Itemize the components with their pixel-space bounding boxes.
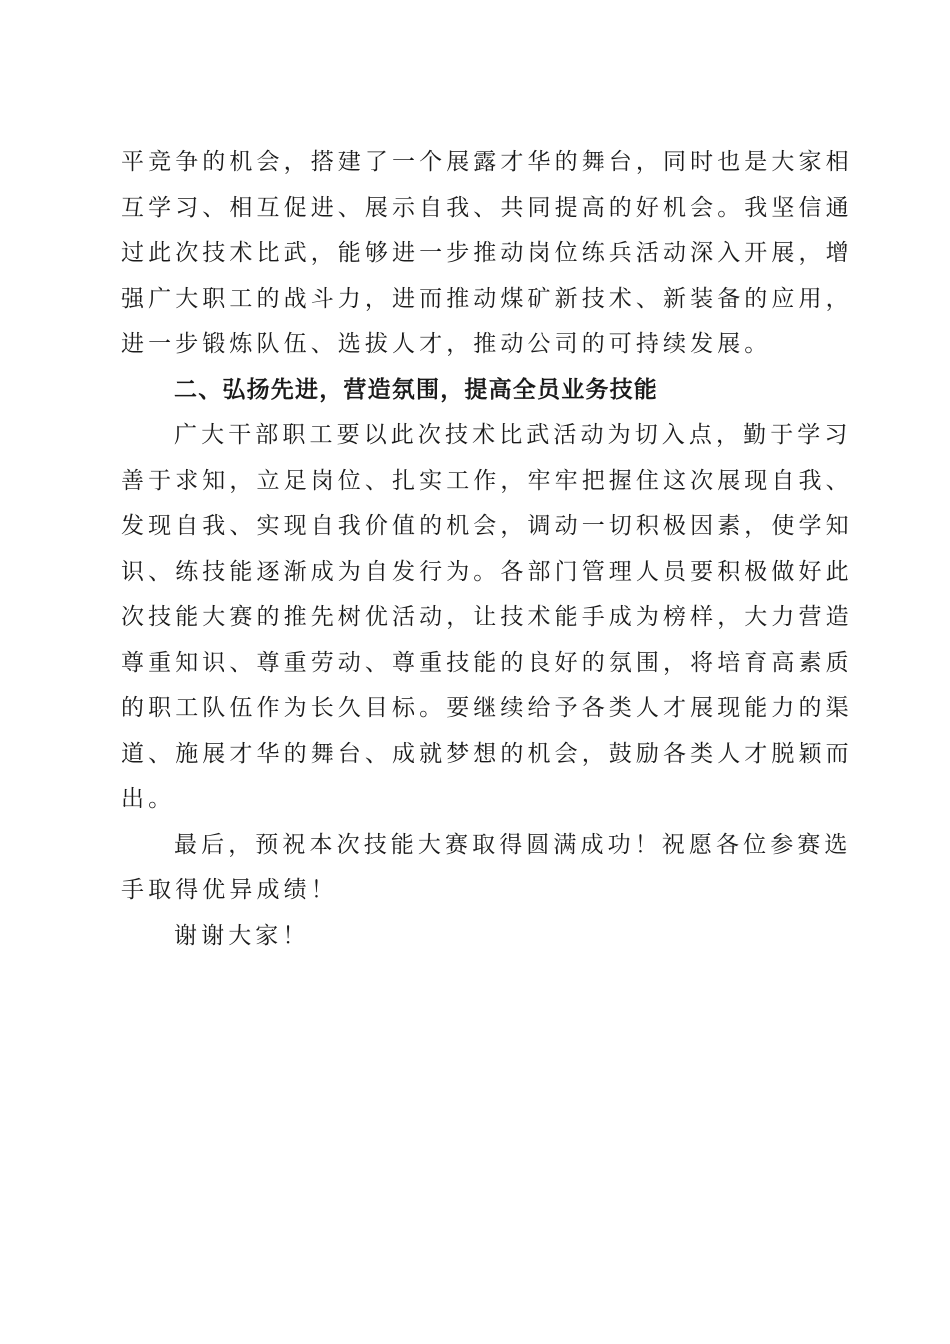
text-line: 最后，预祝本次技能大赛取得圆满成功！祝愿各位参赛选 [174,831,852,858]
text-line: 出。 [121,786,176,812]
closing-thanks: 谢谢大家！ [174,922,310,949]
text-line: 过此次技术比武，能够进一步推动岗位练兵活动深入开展，增 [121,240,853,266]
text-line: 尊重知识、尊重劳动、尊重技能的良好的氛围，将培育高素质 [121,649,853,676]
text-line: 互学习、相互促进、展示自我、共同提高的好机会。我坚信通 [121,194,853,221]
text-line: 次技能大赛的推先树优活动，让技术能手成为榜样，大力营造 [121,604,853,630]
text-line: 强广大职工的战斗力，进而推动煤矿新技术、新装备的应用， [121,285,853,312]
paragraph-wishes [121,823,852,914]
text-line: 进一步锻炼队伍、选拔人才，推动公司的可持续发展。 [121,331,772,357]
document-body [121,140,853,959]
section-heading: 二、弘扬先进，营造氛围，提高全员业务技能 [174,376,658,403]
text-line: 的职工队伍作为长久目标。要继续给予各类人才展现能力的渠 [121,695,853,721]
text-line: 广大干部职工要以此次技术比武活动为切入点，勤于学习 [174,422,852,448]
text-line: 手取得优异成绩！ [121,877,338,903]
text-line: 善于求知，立足岗位、扎实工作，牢牢把握住这次展现自我、 [121,467,853,494]
text-line: 识、练技能逐渐成为自发行为。各部门管理人员要积极做好此 [121,558,853,585]
paragraph-section-two [121,413,853,823]
text-line: 平竞争的机会，搭建了一个展露才华的舞台，同时也是大家相 [121,149,853,175]
text-line: 道、施展才华的舞台、成就梦想的机会，鼓励各类人才脱颖而 [121,740,853,767]
text-line: 发现自我、实现自我价值的机会，调动一切积极因素，使学知 [121,513,853,539]
paragraph-continuation [121,140,853,368]
